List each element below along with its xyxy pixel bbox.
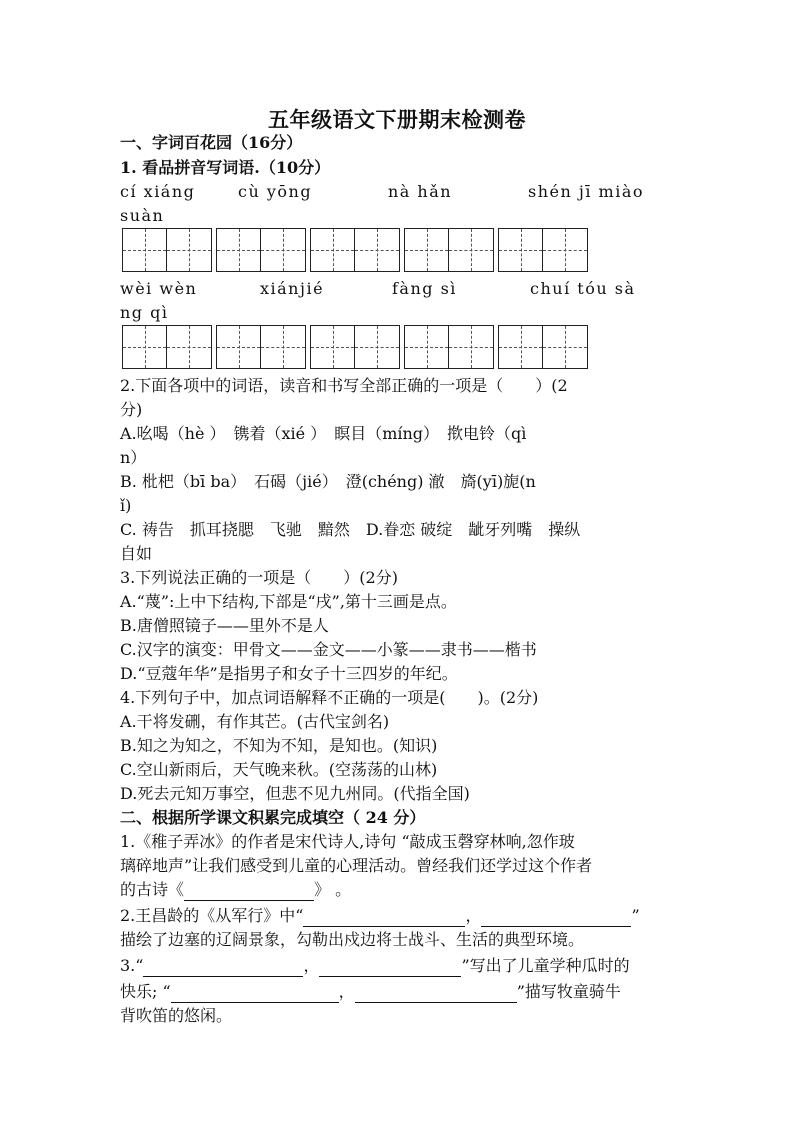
- poem-line-blank-2[interactable]: [481, 910, 631, 927]
- q2-option-b-wrap: ǐ): [120, 496, 132, 515]
- q1-label-text: 1. 看品拼音写词语.（10分）: [120, 158, 331, 177]
- q2-stem-wrap: 分): [120, 400, 143, 419]
- s2-q3-pre: 3.“: [120, 956, 144, 975]
- s2-q2-post: ”: [631, 906, 640, 925]
- writing-box[interactable]: [498, 325, 588, 369]
- s2-q3-line2-post: ”描写牧童骑牛: [516, 982, 621, 1001]
- q4-option-d: D.死去元知万事空，但悲不见九州同。(代指全国): [120, 784, 470, 803]
- writing-box[interactable]: [122, 228, 212, 272]
- poem-line-blank-3[interactable]: [143, 960, 303, 977]
- q4-stem: 4.下列句子中，加点词语解释不正确的一项是( )。(2分): [120, 688, 539, 707]
- writing-box[interactable]: [310, 228, 400, 272]
- s2-q3-line3: 背吹笛的悠闲。: [120, 1006, 233, 1025]
- q2-stem: 2.下面各项中的词语，读音和书写全部正确的一项是（ ）(2: [120, 376, 568, 395]
- q3-option-d: D.“豆蔻年华”是指男子和女子十三四岁的年纪。: [120, 664, 458, 683]
- pinyin-1: cí xiáng: [120, 182, 196, 201]
- pinyin-row-2: [120, 278, 680, 300]
- s2-q2-line2: 描绘了边塞的辽阔景象，勾勒出戍边将士战斗、生活的典型环境。: [120, 930, 585, 949]
- q3-stem: 3.下列说法正确的一项是（ ）(2分): [120, 568, 398, 587]
- s2-q1-line2: 璃碎地声”让我们感受到儿童的心理活动。曾经我们还学过这个作者: [120, 856, 593, 875]
- s2-q2-line1: [120, 905, 680, 927]
- s2-q3-line2-pre: 快乐; “: [120, 982, 171, 1001]
- q3-option-a: A.“蔑”:上中下结构,下部是“戌”,第十三画是点。: [120, 592, 457, 611]
- q2-option-a: A.吆喝（hè ） 镌着（xié ） 瞑目（míng） 揿电铃（qì: [120, 424, 527, 443]
- s2-q3-line1: [120, 955, 680, 977]
- section1-heading: 一、字词百花园（16分）: [120, 133, 303, 152]
- pinyin-4: shén jī miào: [528, 182, 644, 201]
- poem-line-blank-4[interactable]: [319, 960, 461, 977]
- s2-q3-post: ”写出了儿童学种瓜时的: [461, 956, 630, 975]
- writing-box[interactable]: [404, 325, 494, 369]
- s2-q3-line2-comma: ，: [338, 982, 355, 1001]
- s2-q1-post: 》 。: [314, 880, 352, 899]
- writing-box[interactable]: [122, 325, 212, 369]
- poem-line-blank-5[interactable]: [171, 986, 339, 1003]
- writing-box[interactable]: [216, 228, 306, 272]
- pinyin-2: cù yōng: [238, 182, 313, 201]
- q2-option-cd-wrap: 自如: [120, 544, 153, 563]
- section2-heading: 二、根据所学课文积累完成填空（ 24 分）: [120, 808, 426, 827]
- q3-option-b: B.唐僧照镜子——里外不是人: [120, 616, 329, 635]
- pinyin-3: nà hǎn: [388, 182, 453, 201]
- page-title: 五年级语文下册期末检测卷: [268, 107, 526, 132]
- writing-box[interactable]: [404, 228, 494, 272]
- poem-line-blank-1[interactable]: [303, 910, 465, 927]
- s2-q3-comma: ，: [303, 956, 320, 975]
- pinyin-7: fàng sì: [392, 279, 457, 298]
- s2-q1-line1: 1.《稚子弄冰》的作者是宋代诗人,诗句 “敲成玉磬穿林响,忽作玻: [120, 832, 575, 851]
- q3-option-c: C.汉字的演变：甲骨文——金文——小篆——隶书——楷书: [120, 640, 537, 659]
- pinyin-row-2-wrap: ng qì: [120, 303, 169, 322]
- poem-title-blank[interactable]: [184, 884, 314, 901]
- q4-option-c: C.空山新雨后，天气晚来秋。(空荡荡的山林): [120, 760, 438, 779]
- q2-option-a-wrap: n）: [120, 448, 147, 467]
- writing-box[interactable]: [498, 228, 588, 272]
- pinyin-row-1: [120, 181, 680, 203]
- pinyin-5: wèi wèn: [120, 279, 198, 298]
- q2-option-cd: C. 祷告 抓耳挠腮 飞驰 黯然 D.眷恋 破绽 龇牙列嘴 操纵: [120, 520, 581, 539]
- q4-option-a: A.干将发硎，有作其芒。(古代宝剑名): [120, 712, 390, 731]
- q1-label: [120, 157, 680, 179]
- s2-q1-line3: [120, 879, 680, 901]
- s2-q3-line2: [120, 981, 680, 1003]
- q4-option-b: B.知之为知之，不知为不知，是知也。(知识): [120, 736, 438, 755]
- pinyin-8: chuí tóu sà: [530, 279, 636, 298]
- pinyin-6: xiánjié: [260, 279, 325, 298]
- s2-q1-pre: 的古诗《: [120, 880, 185, 899]
- writing-box[interactable]: [216, 325, 306, 369]
- s2-q2-pre: 2.王昌龄的《从军行》中“: [120, 906, 304, 925]
- q2-option-b: B. 枇杷（bī ba） 石碣（jié） 澄(chéng) 澈 旖(yī)旎(n: [120, 472, 536, 491]
- pinyin-row-1-wrap: suàn: [120, 206, 165, 225]
- poem-line-blank-6[interactable]: [355, 986, 517, 1003]
- writing-box[interactable]: [310, 325, 400, 369]
- s2-q2-comma: ，: [465, 906, 482, 925]
